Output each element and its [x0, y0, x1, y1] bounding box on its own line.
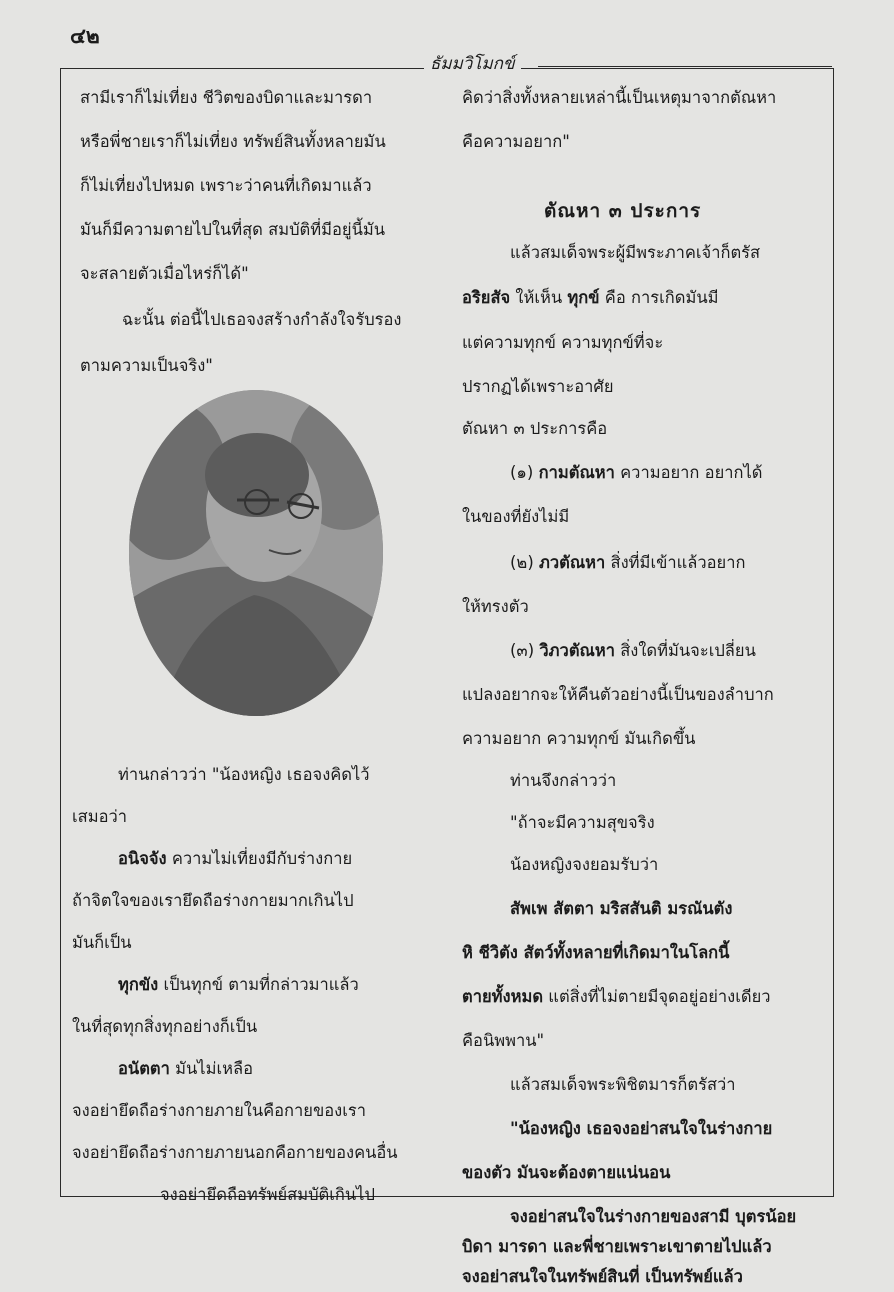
- right-text-line: ในของที่ยังไม่มี: [462, 507, 570, 526]
- running-header-title: ธัมมวิโมกข์: [424, 50, 521, 77]
- right-text-line: ความอยาก ความทุกข์ มันเกิดขึ้น: [462, 729, 696, 748]
- section-heading: ตัณหา ๓ ประการ: [544, 200, 702, 222]
- left-text-line: ฉะนั้น ต่อนี้ไปเธอจงสร้างกำลังใจรับรอง: [122, 310, 402, 329]
- list-item: (๓) วิภวตัณหา สิ่งใดที่มันจะเปลี่ยน: [510, 641, 756, 660]
- right-text-line: คือนิพพาน": [462, 1031, 545, 1050]
- right-text-line: ของตัว มันจะต้องตายแน่นอน: [462, 1163, 671, 1182]
- left-text-line: ทุกขัง เป็นทุกข์ ตามที่กล่าวมาแล้ว: [118, 975, 359, 994]
- right-text-line: อริยสัจ ให้เห็น ทุกข์ คือ การเกิดมันมี: [462, 288, 719, 307]
- right-text-line: แล้วสมเด็จพระผู้มีพระภาคเจ้าก็ตรัส: [510, 243, 761, 262]
- left-text-line: จงอย่ายึดถือร่างกายภายในคือกายของเรา: [72, 1101, 366, 1120]
- right-text-line: ตัณหา ๓ ประการคือ: [462, 419, 608, 438]
- left-text-line: อนัตตา มันไม่เหลือ: [118, 1059, 254, 1078]
- right-text-line: คือความอยาก": [462, 132, 570, 151]
- monk-portrait-photo: [129, 390, 383, 716]
- list-item: (๒) ภวตัณหา สิ่งที่มีเข้าแล้วอยาก: [510, 553, 746, 572]
- right-text-line: แปลงอยากจะให้คืนตัวอย่างนี้เป็นของลำบาก: [462, 685, 774, 704]
- left-text-line: จงอย่ายึดถือร่างกายภายนอกคือกายของคนอื่น: [72, 1143, 398, 1162]
- left-text-line: สามีเราก็ไม่เที่ยง ชีวิตของบิดาและมารดา: [80, 88, 373, 107]
- right-text-line: น้องหญิงจงยอมรับว่า: [510, 855, 659, 874]
- page-number: ๔๒: [70, 24, 100, 48]
- term-aniccam: อนิจจัง: [118, 849, 167, 868]
- header-rule: [538, 66, 832, 67]
- right-text-line: ปรากฏได้เพราะอาศัย: [462, 377, 614, 396]
- right-text-line: แล้วสมเด็จพระพิชิตมารก็ตรัสว่า: [510, 1075, 736, 1094]
- term-anatta: อนัตตา: [118, 1059, 170, 1078]
- left-text-line: เสมอว่า: [72, 807, 128, 826]
- left-text-line: ตามความเป็นจริง": [80, 356, 213, 375]
- right-text-line: ตายทั้งหมด แต่สิ่งที่ไม่ตายมีจุดอยู่อย่างเดียว: [462, 987, 771, 1006]
- right-text-line: คิดว่าสิ่งทั้งหลายเหล่านี้เป็นเหตุมาจากตัณหา: [462, 88, 777, 107]
- right-text-line: จงอย่าสนใจในทรัพย์สินที่ เป็นทรัพย์แล้ว: [462, 1267, 743, 1286]
- left-text-line: ถ้าจิตใจของเรายึดถือร่างกายมากเกินไป: [72, 891, 354, 910]
- left-text-line: ในที่สุดทุกสิ่งทุกอย่างก็เป็น: [72, 1017, 258, 1036]
- right-text-line: "น้องหญิง เธอจงอย่าสนใจในร่างกาย: [510, 1119, 773, 1138]
- left-text-line: มันก็มีความตายไปในที่สุด สมบัติที่มีอยู่นี้มัน: [80, 220, 386, 239]
- left-text-line: อนิจจัง ความไม่เที่ยงมีกับร่างกาย: [118, 849, 353, 868]
- left-text-line: ก็ไม่เที่ยงไปหมด เพราะว่าคนที่เกิดมาแล้ว: [80, 176, 372, 195]
- right-text-line: แต่ความทุกข์ ความทุกข์ที่จะ: [462, 333, 664, 352]
- term-dukkham: ทุกขัง: [118, 975, 159, 994]
- left-text-line: จะสลายตัวเมื่อไหร่ก็ได้": [80, 264, 249, 283]
- left-text-line: จงอย่ายึดถือทรัพย์สมบัติเกินไป: [160, 1185, 375, 1204]
- right-text-line: "ถ้าจะมีความสุขจริง: [510, 813, 655, 832]
- left-text-line: หรือพี่ชายเราก็ไม่เที่ยง ทรัพย์สินทั้งหลายมัน: [80, 132, 386, 151]
- left-text-line: มันก็เป็น: [72, 933, 132, 952]
- left-text-line: ท่านกล่าวว่า "น้องหญิง เธอจงคิดไว้: [118, 765, 370, 784]
- right-text-line: ให้ทรงตัว: [462, 597, 529, 616]
- list-item: (๑) กามตัณหา ความอยาก อยากได้: [510, 463, 763, 482]
- right-text-line: หิ ชีวิตัง สัตว์ทั้งหลายที่เกิดมาในโลกนี้: [462, 943, 730, 962]
- right-text-line: สัพเพ สัตตา มริสสันติ มรณันตัง: [510, 899, 733, 918]
- right-text-line: จงอย่าสนใจในร่างกายของสามี บุตรน้อย: [510, 1207, 797, 1226]
- right-text-line: ท่านจึงกล่าวว่า: [510, 771, 617, 790]
- right-text-line: บิดา มารดา และพี่ชายเพราะเขาตายไปแล้ว: [462, 1237, 772, 1256]
